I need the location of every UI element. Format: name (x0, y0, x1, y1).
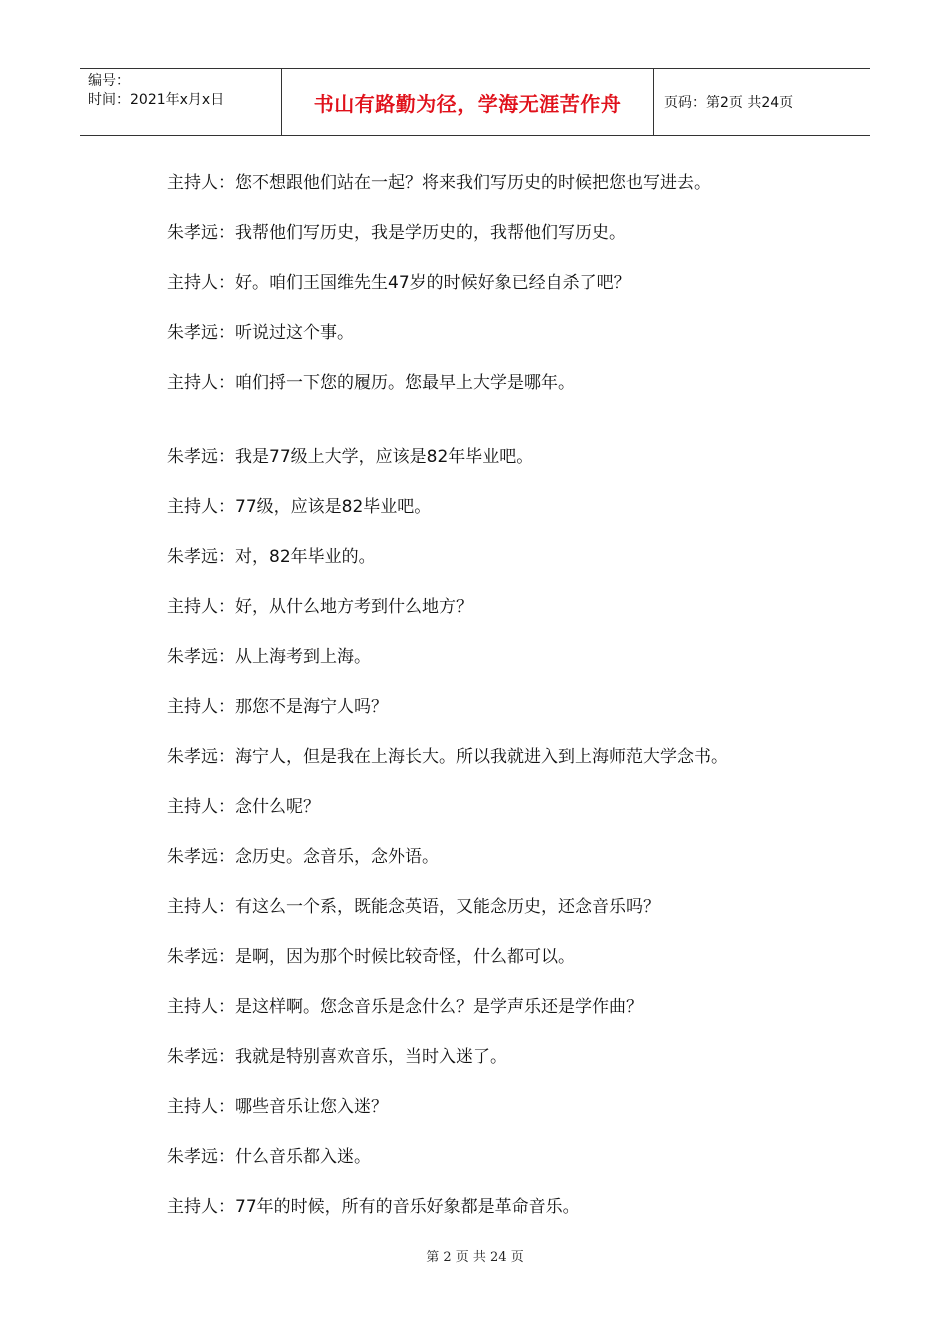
dialogue-line: 朱孝远：我帮他们写历史，我是学历史的，我帮他们写历史。 (167, 223, 626, 243)
header-meta (80, 69, 282, 135)
dialogue-line: 朱孝远：我就是特别喜欢音乐，当时入迷了。 (167, 1047, 507, 1067)
dialogue-line: 主持人：好。咱们王国维先生47岁的时候好象已经自杀了吧？ (167, 273, 631, 293)
dialogue-body (167, 170, 847, 1244)
doc-number-label: 编号： (88, 73, 130, 89)
page-footer: 第 2 页 共 24 页 (426, 1250, 524, 1265)
dialogue-line: 朱孝远：是啊，因为那个时候比较奇怪，什么都可以。 (167, 947, 575, 967)
header-motto: 书山有路勤为径，学海无涯苦作舟 (282, 69, 654, 135)
dialogue-line: 朱孝远：对，82年毕业的。 (167, 547, 376, 567)
dialogue-line: 主持人：您不想跟他们站在一起？将来我们写历史的时候把您也写进去。 (167, 173, 711, 193)
dialogue-line: 朱孝远：什么音乐都入迷。 (167, 1147, 371, 1167)
dialogue-line: 朱孝远：从上海考到上海。 (167, 647, 371, 667)
dialogue-line: 主持人：77级，应该是82毕业吧。 (167, 497, 432, 517)
header-page-info: 页码：第2页 共24页 (664, 95, 794, 111)
doc-date: 时间：2021年x月x日 (88, 92, 225, 108)
dialogue-line: 朱孝远：海宁人，但是我在上海长大。所以我就进入到上海师范大学念书。 (167, 747, 728, 767)
page-header (80, 68, 870, 136)
dialogue-line: 主持人：77年的时候，所有的音乐好象都是革命音乐。 (167, 1197, 580, 1217)
dialogue-line: 朱孝远：我是77级上大学，应该是82年毕业吧。 (167, 447, 534, 467)
dialogue-line: 主持人：咱们捋一下您的履历。您最早上大学是哪年。 (167, 373, 575, 393)
dialogue-line: 朱孝远：听说过这个事。 (167, 323, 354, 343)
dialogue-line: 主持人：有这么一个系，既能念英语，又能念历史，还念音乐吗？ (167, 897, 660, 917)
dialogue-line: 主持人：念什么呢？ (167, 797, 320, 817)
dialogue-line: 主持人：是这样啊。您念音乐是念什么？是学声乐还是学作曲？ (167, 997, 643, 1017)
dialogue-line: 主持人：哪些音乐让您入迷？ (167, 1097, 388, 1117)
dialogue-line: 主持人：那您不是海宁人吗？ (167, 697, 388, 717)
dialogue-line: 主持人：好，从什么地方考到什么地方？ (167, 597, 473, 617)
dialogue-line: 朱孝远：念历史。念音乐，念外语。 (167, 847, 439, 867)
